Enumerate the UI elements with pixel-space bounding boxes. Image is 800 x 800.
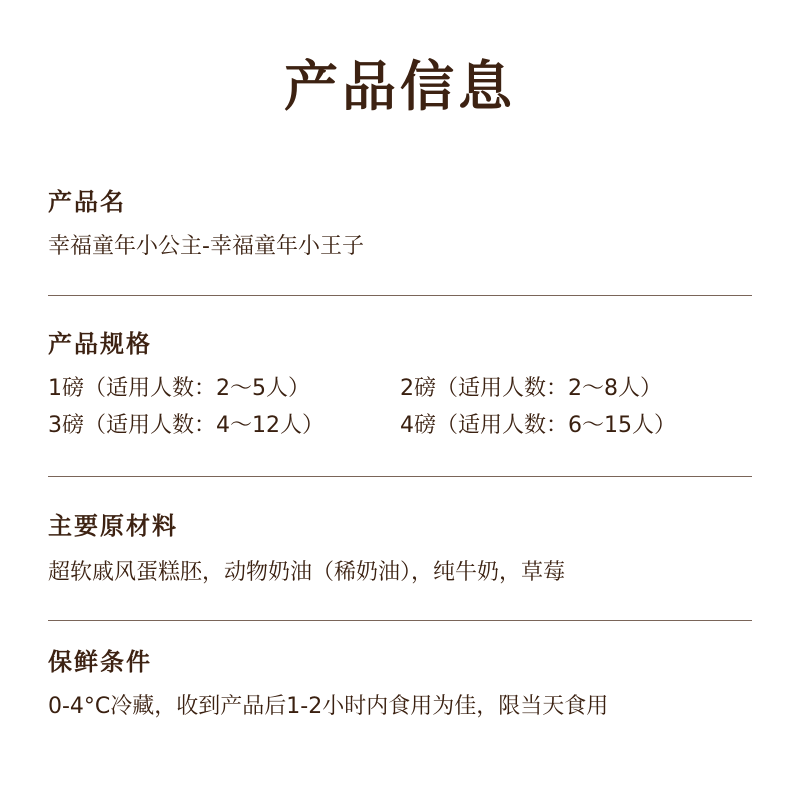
product-spec-heading: 产品规格 [48, 330, 152, 358]
spec-item-2lb: 2磅（适用人数：2～8人） [400, 376, 662, 401]
divider [48, 620, 752, 621]
materials-heading: 主要原材料 [48, 512, 178, 540]
storage-heading: 保鲜条件 [48, 648, 152, 676]
spec-item-3lb: 3磅（适用人数：4～12人） [48, 413, 324, 438]
storage-value: 0-4°C冷藏，收到产品后1-2小时内食用为佳，限当天食用 [48, 694, 609, 719]
divider [48, 295, 752, 296]
materials-value: 超软戚风蛋糕胚，动物奶油（稀奶油），纯牛奶，草莓 [48, 560, 566, 585]
spec-item-1lb: 1磅（适用人数：2～5人） [48, 376, 310, 401]
spec-item-4lb: 4磅（适用人数：6～15人） [400, 413, 676, 438]
product-name-value: 幸福童年小公主-幸福童年小王子 [48, 234, 364, 259]
product-name-heading: 产品名 [48, 188, 126, 216]
divider [48, 476, 752, 477]
page-title: 产品信息 [284, 55, 516, 118]
